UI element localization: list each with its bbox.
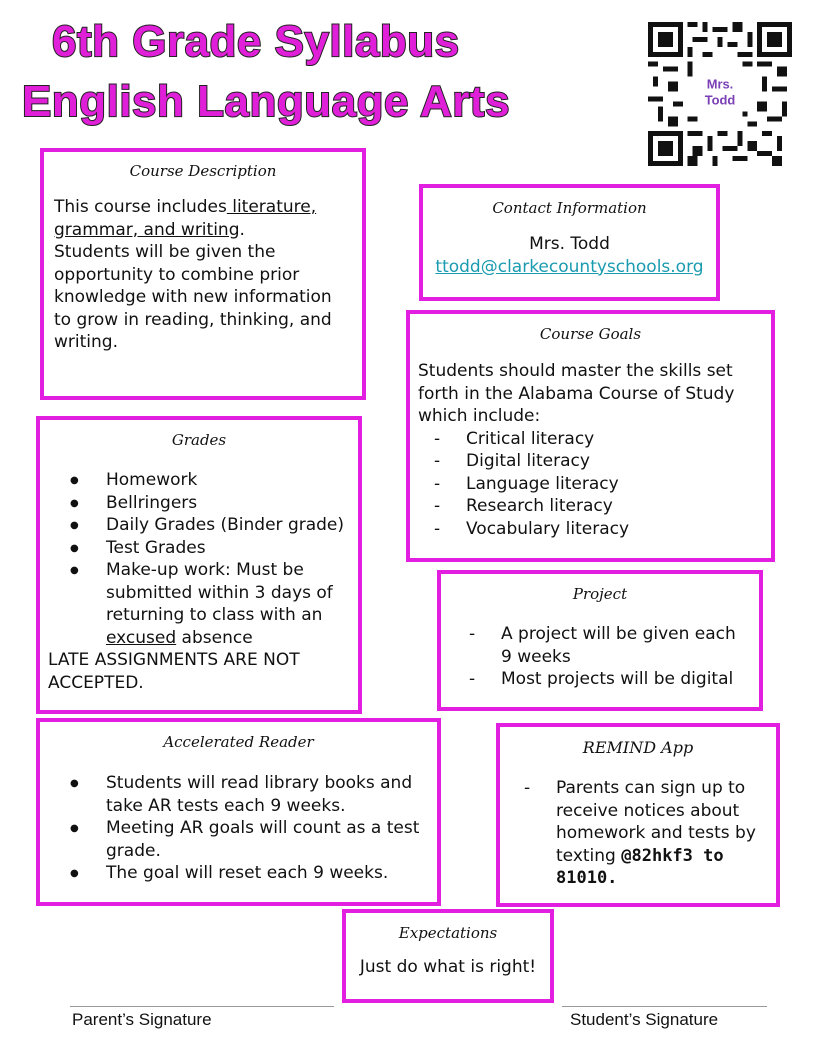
expectations-text: Just do what is right!	[359, 957, 537, 977]
parent-signature-label: Parent’s Signature	[72, 1010, 212, 1029]
grade-item: ● Daily Grades (Binder grade)	[106, 514, 350, 537]
grades-box	[36, 416, 362, 714]
makeup-excused: excused	[106, 627, 177, 648]
grade-item: ● Bellringers	[106, 492, 350, 515]
accelerated-reader-heading: Accelerated Reader	[163, 733, 314, 751]
remind-text: Parents can sign up to receive notices about homework and tests by texting	[556, 778, 756, 866]
grades-heading: Grades	[171, 431, 227, 449]
contact-heading: Contact Information	[492, 199, 647, 217]
course-description-body: Students will be given the opportunity to combine prior knowledge with new information to grow in reading, thinking, and writing.	[54, 242, 332, 352]
qr-label-2: Todd	[704, 92, 736, 108]
qr-code-icon[interactable]	[648, 22, 792, 166]
project-item: - A project will be given each 9 weeks	[501, 623, 751, 668]
project-box	[437, 570, 763, 711]
student-signature-label: Student’s Signature	[570, 1010, 719, 1029]
ar-item: ● The goal will reset each 9 weeks.	[106, 862, 429, 885]
qr-label-1: Mrs.	[706, 76, 734, 92]
course-goal-item: - Language literacy	[466, 473, 763, 496]
course-goal-item: - Digital literacy	[466, 450, 763, 473]
parent-signature-line[interactable]	[70, 1006, 334, 1007]
course-description-box	[40, 148, 366, 400]
expectations-box	[342, 909, 554, 1003]
grade-item: ● Test Grades	[106, 537, 350, 560]
page-title-line1: 6th Grade Syllabus	[52, 17, 460, 66]
contact-box	[419, 184, 720, 301]
course-goals-intro: Students should master the skills set forth in the Alabama Course of Study which include:	[418, 361, 735, 426]
project-item: - Most projects will be digital	[501, 668, 751, 691]
course-description-intro: This course includes	[54, 197, 227, 217]
course-goal-item: - Critical literacy	[466, 428, 763, 451]
makeup-text: Make-up work: Must be submitted within 3 days of returning to class with an	[106, 560, 333, 625]
student-signature-line[interactable]	[562, 1006, 767, 1007]
remind-item	[556, 777, 768, 890]
course-description-topics: literature, grammar, and writing	[54, 197, 317, 240]
late-assignments-note: LATE ASSIGNMENTS ARE NOT ACCEPTED.	[48, 650, 300, 693]
expectations-heading: Expectations	[398, 924, 498, 942]
course-goal-item: - Vocabulary literacy	[466, 518, 763, 541]
ar-item: ● Students will read library books and take AR tests each 9 weeks.	[106, 772, 429, 817]
course-description-period: .	[239, 219, 245, 240]
grade-item: ● Homework	[106, 469, 350, 492]
remind-code: @82hkf3 to 81010.	[556, 845, 724, 888]
contact-name: Mrs. Todd	[529, 234, 610, 254]
remind-heading: REMIND App	[582, 738, 694, 757]
course-goal-item: - Research literacy	[466, 495, 763, 518]
course-goals-heading: Course Goals	[539, 325, 642, 343]
accelerated-reader-box	[36, 718, 441, 906]
page-title-line2: English Language Arts	[22, 77, 511, 126]
course-goals-box	[406, 310, 775, 562]
remind-box	[496, 723, 780, 907]
ar-item: ● Meeting AR goals will count as a test grade.	[106, 817, 429, 862]
contact-email-link[interactable]: ttodd@clarkecountyschools.org	[435, 256, 704, 277]
grade-item-makeup	[106, 559, 350, 649]
makeup-absence: absence	[176, 627, 253, 648]
project-heading: Project	[572, 585, 628, 603]
course-description-heading: Course Description	[129, 162, 277, 180]
